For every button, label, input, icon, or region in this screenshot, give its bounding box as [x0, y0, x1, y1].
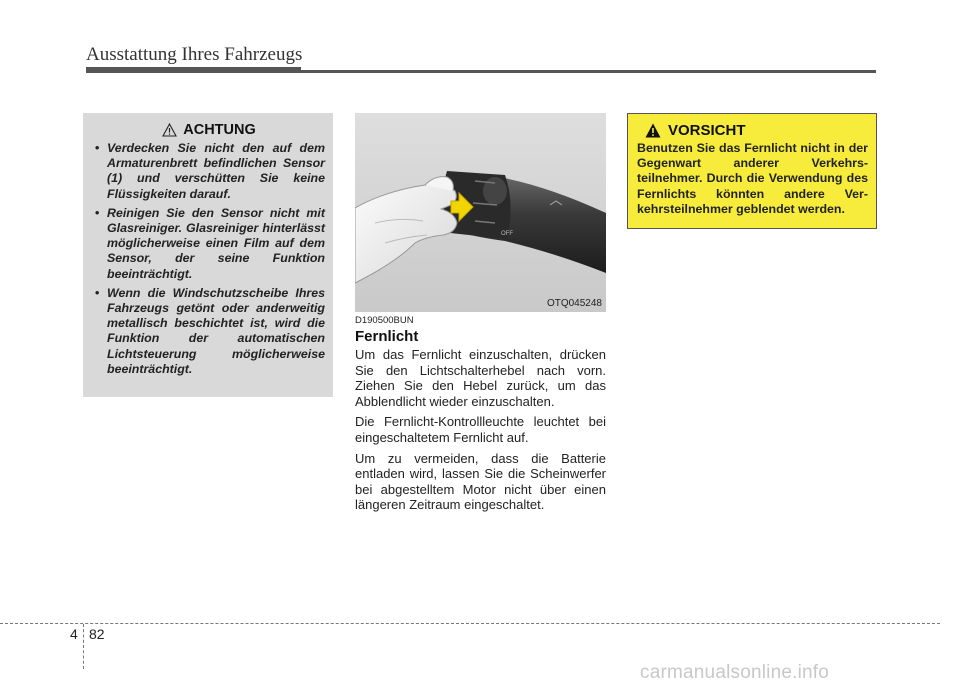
light-switch-lever-image	[355, 113, 606, 312]
caution-item: • Wenn die Windschutzscheibe Ihres Fahrzeugs getönt oder anderweitig metallisch beschichtet ist, wird die Funktion der automatischen Lichtsteuerung möglicherweise beeinträchtigt.	[93, 286, 325, 377]
figure-code: OTQ045248	[546, 298, 602, 309]
caution-item: • Reinigen Sie den Sensor nicht mit Glasreiniger. Glasreiniger hinterlässt möglicherweise einen Film auf dem Sensor, der seine Funktion beeinträchtigt.	[93, 206, 325, 282]
svg-text:OFF: OFF	[501, 231, 513, 237]
warning-text: Benutzen Sie das Fernlicht nicht in der Gegenwart anderer Verkehrs-teilnehmer. Durch die Verwendung des Fernlichts könnten andere Ver-kehrsteilnehmer geblendet werden.	[637, 141, 868, 216]
section-body	[355, 347, 606, 518]
caution-title: ACHTUNG	[183, 122, 256, 138]
header-rule	[86, 70, 876, 73]
chapter-number: 4	[70, 626, 78, 642]
warning-box	[627, 113, 877, 229]
warning-triangle-icon	[645, 123, 661, 138]
footer-divider	[83, 624, 84, 669]
body-paragraph: Um zu vermeiden, dass die Batterie entladen wird, lassen Sie die Scheinwerfer bei abgestelltem Motor nicht über einen längeren Zeitraum eingeschaltet.	[355, 450, 606, 513]
header-rule-tab	[86, 67, 301, 73]
caution-list	[93, 141, 325, 377]
section-code: D190500BUN	[355, 315, 414, 326]
warning-header	[637, 122, 868, 139]
footer-rule	[0, 623, 940, 624]
page-header-title: Ausstattung Ihres Fahrzeugs	[86, 44, 303, 65]
watermark: carmanualsonline.info	[640, 662, 830, 683]
body-paragraph: Um das Fernlicht einzuschalten, drücken Sie den Lichtschalterhebel nach vorn. Ziehen Sie den Hebel zurück, um das Abblendlicht wieder einzuschalten.	[355, 347, 606, 409]
lever-illustration	[355, 113, 606, 312]
caution-header	[93, 122, 325, 138]
body-paragraph: Die Fernlicht-Kontrollleuchte leuchtet bei eingeschaltetem Fernlicht auf.	[355, 414, 606, 445]
page-number: 82	[89, 626, 105, 642]
caution-box	[83, 113, 333, 397]
caution-triangle-icon	[162, 123, 177, 137]
caution-item: • Verdecken Sie nicht den auf dem Armaturenbrett befindlichen Sensor (1) und verschütten Sie keine Flüssigkeiten darauf.	[93, 141, 325, 202]
warning-title: VORSICHT	[668, 122, 746, 139]
section-title: Fernlicht	[355, 328, 419, 345]
